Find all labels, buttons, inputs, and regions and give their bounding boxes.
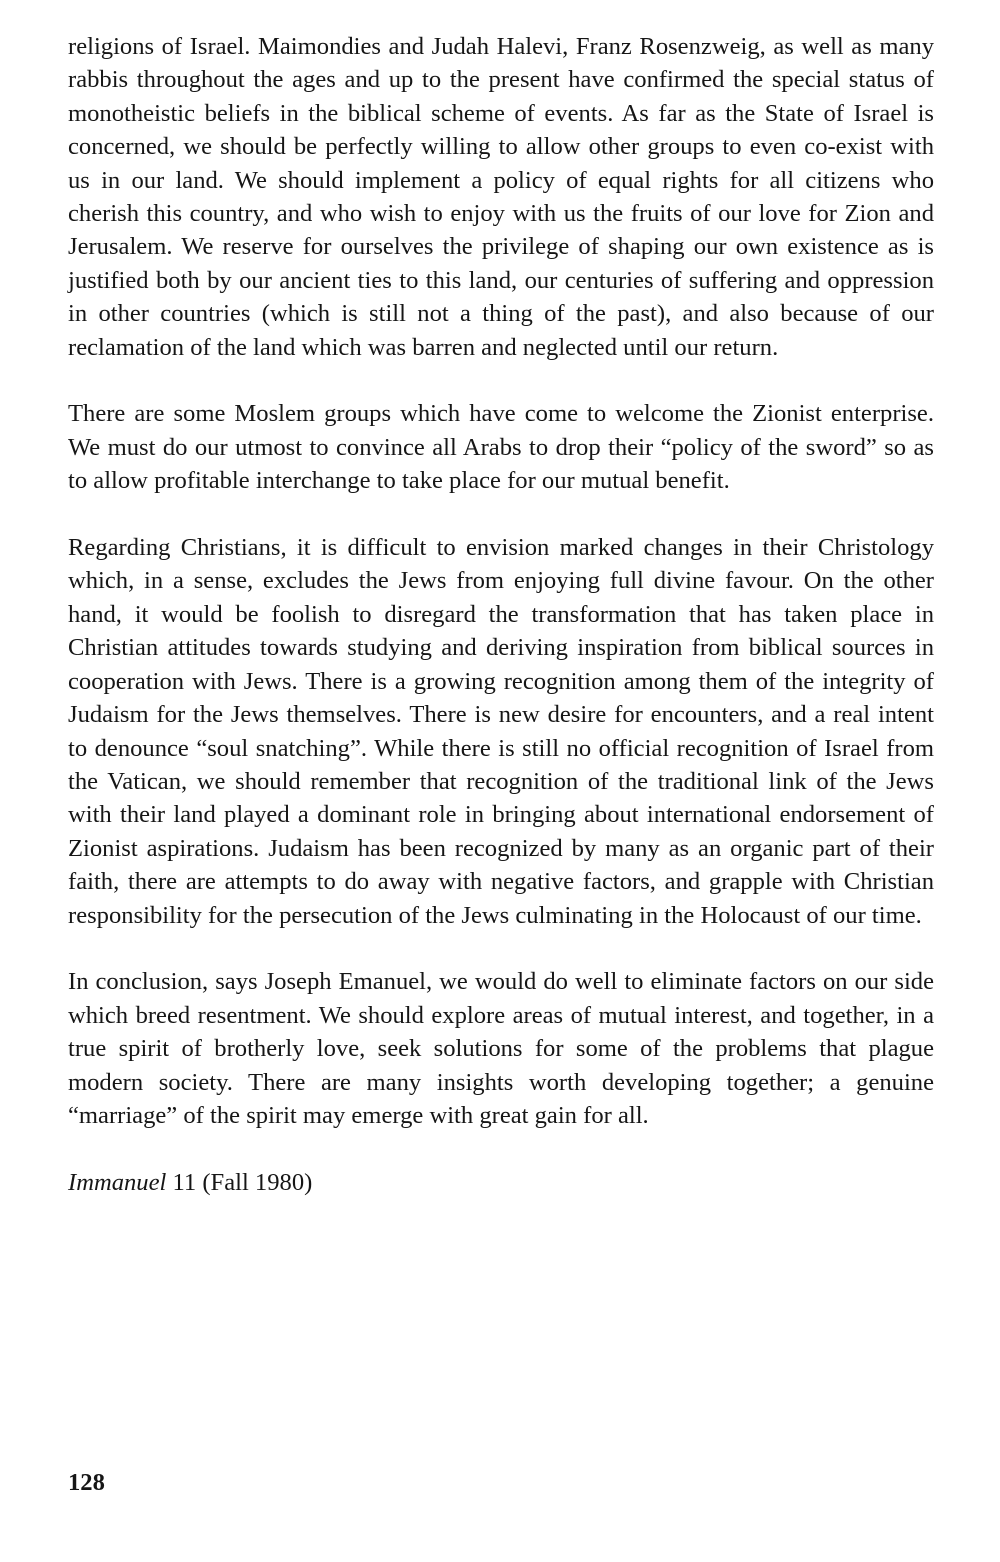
journal-title: Immanuel bbox=[68, 1168, 167, 1196]
paragraph-conclusion: In conclusion, says Joseph Emanuel, we would do well to eliminate factors on our side which breed resentment. We should explore areas of mutual interest, and together, in a true spirit of brotherly love, seek solutions for some of the problems that plague modern society. There are many insights worth developing together; a genuine “marriage” of the spirit may emerge with great gain for all. bbox=[68, 968, 934, 1129]
source-citation bbox=[68, 1166, 934, 1199]
article-body bbox=[68, 30, 934, 1199]
page-number: 128 bbox=[68, 1469, 105, 1496]
paragraph-moslem-groups: There are some Moslem groups which have come to welcome the Zionist enterprise. We must do our utmost to convince all Arabs to drop their “policy of the sword” so as to allow profitable interchange to take place for our mutual benefit. bbox=[68, 400, 934, 495]
paragraph-religions-of-israel: religions of Israel. Maimondies and Judah Halevi, Franz Rosenzweig, as well as many rabbis throughout the ages and up to the present have confirmed the special status of monotheistic beliefs in the biblical scheme of events. As far as the State of Israel is concerned, we should be perfectly willing to allow other groups to even co-exist with us in our land. We should implement a policy of equal rights for all citizens who cherish this country, and who wish to enjoy with us the fruits of our love for Zion and Jerusalem. We reserve for ourselves the privilege of shaping our own existence as is justified both by our ancient ties to this land, our centuries of suffering and oppression in other countries (which is still not a thing of the past), and also because of our reclamation of the land which was barren and neglected until our return. bbox=[68, 33, 934, 361]
paragraph-christians: Regarding Christians, it is difficult to envision marked changes in their Christology which, in a sense, excludes the Jews from enjoying full divine favour. On the other hand, it would be foolish to disregard the transformation that has taken place in Christian attitudes towards studying and deriving inspiration from biblical sources in cooperation with Jews. There is a growing recognition among them of the integrity of Judaism for the Jews themselves. There is new desire for encounters, and a real intent to denounce “soul snatching”. While there is still no official recognition of Israel from the Vatican, we should remember that recognition of the traditional link of the Jews with their land played a dominant role in bringing about international endorsement of Zionist aspirations. Judaism has been recognized by many as an organic part of their faith, there are attempts to do away with negative factors, and grapple with Christian responsibility for the persecution of the Jews culminating in the Holocaust of our time. bbox=[68, 534, 934, 929]
journal-issue: 11 (Fall 1980) bbox=[166, 1168, 313, 1196]
